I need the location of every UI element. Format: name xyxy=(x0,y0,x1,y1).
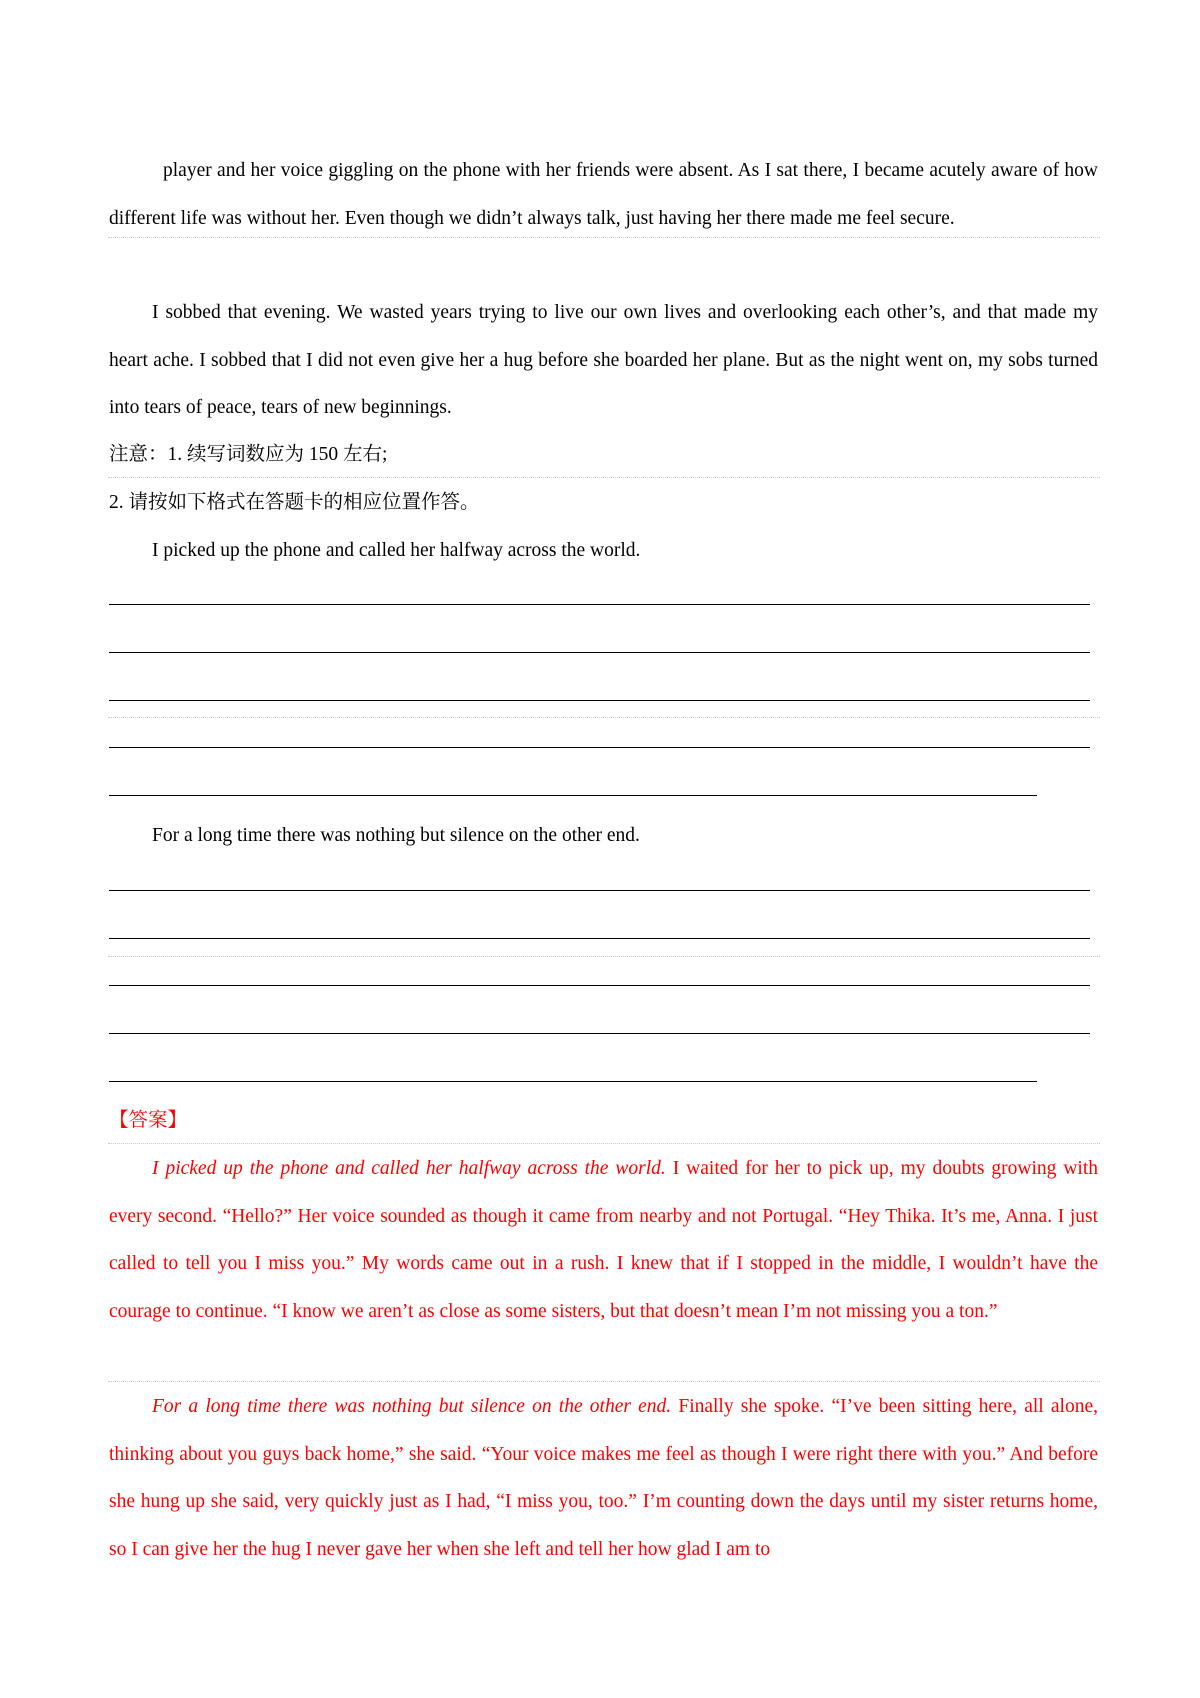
prompt-paragraph-2: For a long time there was nothing but silence on the other end. xyxy=(152,825,640,846)
answer-blank-line xyxy=(109,604,1090,605)
answer-blank-line xyxy=(109,652,1090,653)
answer-blank-line xyxy=(109,938,1090,939)
answer-paragraph-1-lead: I picked up the phone and called her halfway across the world. xyxy=(152,1158,666,1179)
answer-blank-line xyxy=(109,747,1090,748)
answer-blank-line xyxy=(109,890,1090,891)
guide-line xyxy=(108,717,1100,718)
guide-line xyxy=(108,1381,1100,1382)
answer-blank-line xyxy=(109,700,1090,701)
answer-paragraph-2-lead: For a long time there was nothing but silence on the other end. xyxy=(152,1396,672,1417)
guide-line xyxy=(108,1143,1100,1144)
note-answer-format: 2. 请按如下格式在答题卡的相应位置作答。 xyxy=(109,492,480,513)
passage-paragraph-2: I sobbed that evening. We wasted years trying to live our own lives and overlooking each other’s, and that made my heart ache. I sobbed that I did not even give her a hug before she boarded her plane. But as the night went on, my sobs turned into tears of peace, tears of new beginnings. xyxy=(109,302,1098,418)
answer-blank-line xyxy=(109,1033,1090,1034)
answer-blank-line xyxy=(109,795,1037,796)
passage-paragraph-1: player and her voice giggling on the phone with her friends were absent. As I sat there, I became acutely aware of how different life was without her. Even though we didn’t always talk, just having her there made me feel secure. xyxy=(109,160,1098,229)
answer-label: 【答案】 xyxy=(109,1110,188,1131)
answer-blank-line xyxy=(109,985,1090,986)
answer-paragraph-2-body: Finally she spoke. “I’ve been sitting here, all alone, thinking about you guys back home,” she said. “Your voice makes me feel as though I were right there with you.” And before she hung up she said, very quickly just as I had, “I miss you, too.” I’m counting down the days until my sister returns home, so I can give her the hug I never gave her when she left and tell her how glad I am to xyxy=(109,1396,1098,1560)
guide-line xyxy=(108,956,1100,957)
prompt-paragraph-1: I picked up the phone and called her halfway across the world. xyxy=(152,540,641,561)
note-word-count: 注意：1. 续写词数应为 150 左右; xyxy=(109,444,388,465)
answer-paragraph-1 xyxy=(109,1145,1098,1335)
answer-paragraph-1-body: I waited for her to pick up, my doubts growing with every second. “Hello?” Her voice sounded as though it came from nearby and not Portugal. “Hey Thika. It’s me, Anna. I just called to tell you I miss you.” My words came out in a rush. I knew that if I stopped in the middle, I wouldn’t have the courage to continue. “I know we aren’t as close as some sisters, but that doesn’t mean I’m not missing you a ton.” xyxy=(109,1158,1098,1322)
answer-blank-line xyxy=(109,1081,1037,1082)
answer-paragraph-2 xyxy=(109,1383,1098,1573)
